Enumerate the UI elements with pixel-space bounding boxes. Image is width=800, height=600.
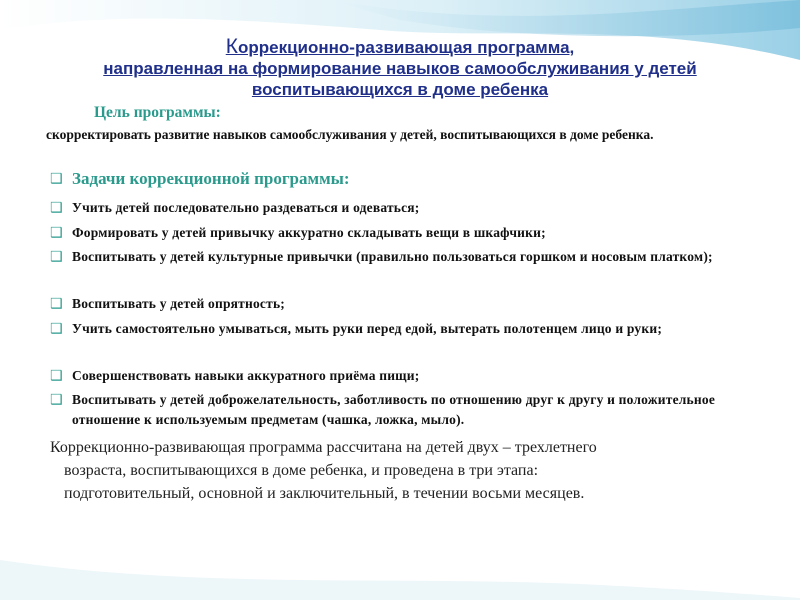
task-item: Учить детей последовательно раздеваться и одеваться; xyxy=(72,200,420,215)
task-item: Воспитывать у детей опрятность; xyxy=(72,296,285,311)
bullet-icon: ❑ xyxy=(50,321,63,337)
slide-title xyxy=(30,36,770,100)
bullet-icon: ❑ xyxy=(50,296,63,312)
title-first-letter: К xyxy=(225,35,238,58)
bullet-icon: ❑ xyxy=(50,200,63,216)
task-item: Формировать у детей привычку аккуратно складывать вещи в шкафчики; xyxy=(72,225,546,240)
goal-text: скорректировать развитие навыков самообслуживания у детей, воспитывающихся в доме ребенка. xyxy=(46,127,654,142)
task-item: Воспитывать у детей культурные привычки (правильно пользоваться горшком и носовым платком); xyxy=(72,249,713,264)
goal-heading: Цель программы: xyxy=(94,104,221,121)
title-line-3: воспитывающихся в доме ребенка xyxy=(251,80,549,99)
title-line-2: направленная на формирование навыков самообслуживания у детей xyxy=(103,59,697,78)
conclusion-line-3: подготовительный, основной и заключительный, в течении восьми месяцев. xyxy=(64,485,585,502)
task-item: Учить самостоятельно умываться, мыть руки перед едой, вытерать полотенцем лицо и руки; xyxy=(72,321,663,336)
bullet-icon: ❑ xyxy=(50,392,63,408)
title-line-1-text: оррекционно-развивающая программа, xyxy=(237,38,575,57)
bullet-icon: ❑ xyxy=(50,171,63,187)
bullet-icon: ❑ xyxy=(50,249,63,265)
task-item: Воспитывать у детей доброжелательность, заботливость по отношению друг к другу и положительное отношение к используемым предметам (чашка, ложка, мыло). xyxy=(72,392,716,427)
bullet-icon: ❑ xyxy=(50,225,63,241)
conclusion-paragraph xyxy=(50,436,770,505)
task-item: Совершенствовать навыки аккуратного приёма пищи; xyxy=(72,368,420,383)
conclusion-line-2: возраста, воспитывающихся в доме ребенка, и проведена в три этапа: xyxy=(64,462,539,479)
bullet-icon: ❑ xyxy=(50,368,63,384)
tasks-heading: Задачи коррекционной программы: xyxy=(72,169,350,188)
conclusion-line-1: Коррекционно-развивающая программа рассчитана на детей двух – трехлетнего xyxy=(50,439,597,456)
title-line-1 xyxy=(30,36,770,58)
